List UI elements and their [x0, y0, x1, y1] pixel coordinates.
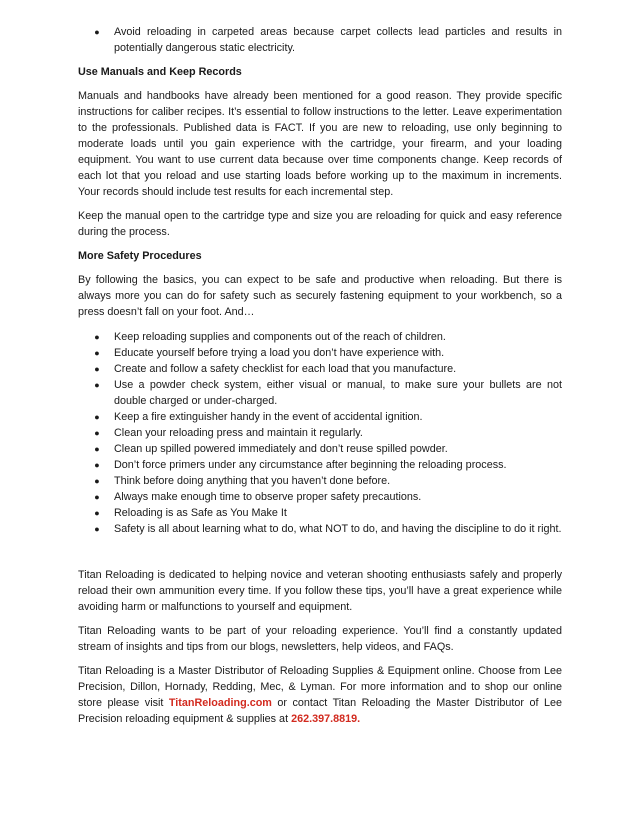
- bullet-icon: ●: [94, 412, 100, 422]
- bullet-icon: ●: [94, 460, 100, 470]
- list-item-text: Keep a fire extinguisher handy in the event of accidental ignition.: [114, 411, 423, 423]
- list-item-text: Always make enough time to observe proper safety precautions.: [114, 491, 422, 503]
- list-item-text: Keep reloading supplies and components out of the reach of children.: [114, 331, 446, 343]
- paragraph-closing-contact: [78, 663, 562, 727]
- list-item: [78, 505, 562, 521]
- list-item: [78, 361, 562, 377]
- bullet-icon: ●: [94, 27, 100, 37]
- list-item: [78, 441, 562, 457]
- list-item-text: Clean up spilled powered immediately and don’t reuse spilled powder.: [114, 443, 448, 455]
- bullet-icon: ●: [94, 508, 100, 518]
- list-item-text: Use a powder check system, either visual or manual, to make sure your bullets are not double charged or under-charged.: [114, 379, 562, 407]
- list-item: [78, 489, 562, 505]
- list-item-text: Create and follow a safety checklist for each load that you manufacture.: [114, 363, 457, 375]
- paragraph-manual-open: Keep the manual open to the cartridge type and size you are reloading for quick and easy reference during the process.: [78, 210, 562, 238]
- website-link[interactable]: TitanReloading.com: [168, 697, 272, 709]
- list-item-text: Safety is all about learning what to do, what NOT to do, and having the discipline to do it right.: [114, 523, 562, 535]
- safety-bullet-list: [78, 329, 562, 537]
- section-heading-safety: More Safety Procedures: [78, 250, 202, 262]
- bullet-icon: ●: [94, 444, 100, 454]
- top-bullet-list: [78, 24, 562, 56]
- bullet-icon: ●: [94, 428, 100, 438]
- list-item: [78, 473, 562, 489]
- section-spacer: [78, 545, 562, 567]
- list-item-text: Educate yourself before trying a load you don’t have experience with.: [114, 347, 445, 359]
- contact-text-start: Titan Reloading is a Master Distributor of Reloading Supplies & Equipment online. Choose from Lee Precision, Dillon, Hornady, Redding, Mec, & Lyman. For more information and to shop our online store please visit: [78, 665, 562, 709]
- list-item: [78, 425, 562, 441]
- bullet-icon: ●: [94, 476, 100, 486]
- list-item: [78, 457, 562, 473]
- phone-number-link[interactable]: 262.397.8819: [291, 713, 358, 725]
- bullet-icon: ●: [94, 524, 100, 534]
- list-item: [78, 377, 562, 409]
- list-item: [78, 24, 562, 56]
- paragraph-closing-dedicated: Titan Reloading is dedicated to helping novice and veteran shooting enthusiasts safely and properly reload their own ammunition every time. If you follow these tips, you’ll have a great experience while avoiding harm or malfunctions to yourself and equipment.: [78, 569, 562, 613]
- bullet-icon: ●: [94, 492, 100, 502]
- list-item-text: Reloading is as Safe as You Make It: [114, 507, 287, 519]
- list-item: [78, 409, 562, 425]
- contact-text-middle: or contact Titan Reloading the Master Distributor of Lee Precision reloading equipment & supplies at: [78, 697, 562, 725]
- bullet-icon: ●: [94, 364, 100, 374]
- bullet-icon: ●: [94, 348, 100, 358]
- list-item-text: Think before doing anything that you haven’t done before.: [114, 475, 391, 487]
- contact-text-end: .: [357, 713, 361, 725]
- paragraph-manuals: Manuals and handbooks have already been mentioned for a good reason. They provide specific instructions for caliber recipes. It’s essential to follow instructions to the letter. Leave experimentation to the professionals. Published data is FACT. If you are new to reloading, use only beginning to moderate loads until you gain experience with the cartridge, your firearm, and your loading equipment. You want to use current data because over time components change. Keep records of each lot that you reload and use starting loads before working up to the maximum in increments. Your records should include test results for each incremental step.: [78, 90, 562, 198]
- list-item: [78, 521, 562, 537]
- paragraph-safety-intro: By following the basics, you can expect to be safe and productive when reloading. But there is always more you can do for safety such as securely fastening equipment to your workbench, so a press doesn’t fall on your foot. And…: [78, 274, 562, 318]
- paragraph-closing-experience: Titan Reloading wants to be part of your reloading experience. You’ll find a constantly updated stream of insights and tips from our blogs, newsletters, help videos, and FAQs.: [78, 625, 562, 653]
- document-page: [78, 24, 562, 735]
- bullet-icon: ●: [94, 380, 100, 390]
- section-heading-manuals: Use Manuals and Keep Records: [78, 66, 242, 78]
- list-item: [78, 329, 562, 345]
- list-item-text: Don’t force primers under any circumstance after beginning the reloading process.: [114, 459, 507, 471]
- bullet-icon: ●: [94, 332, 100, 342]
- list-item-text: Avoid reloading in carpeted areas because carpet collects lead particles and results in potentially dangerous static electricity.: [114, 26, 562, 54]
- list-item: [78, 345, 562, 361]
- list-item-text: Clean your reloading press and maintain it regularly.: [114, 427, 363, 439]
